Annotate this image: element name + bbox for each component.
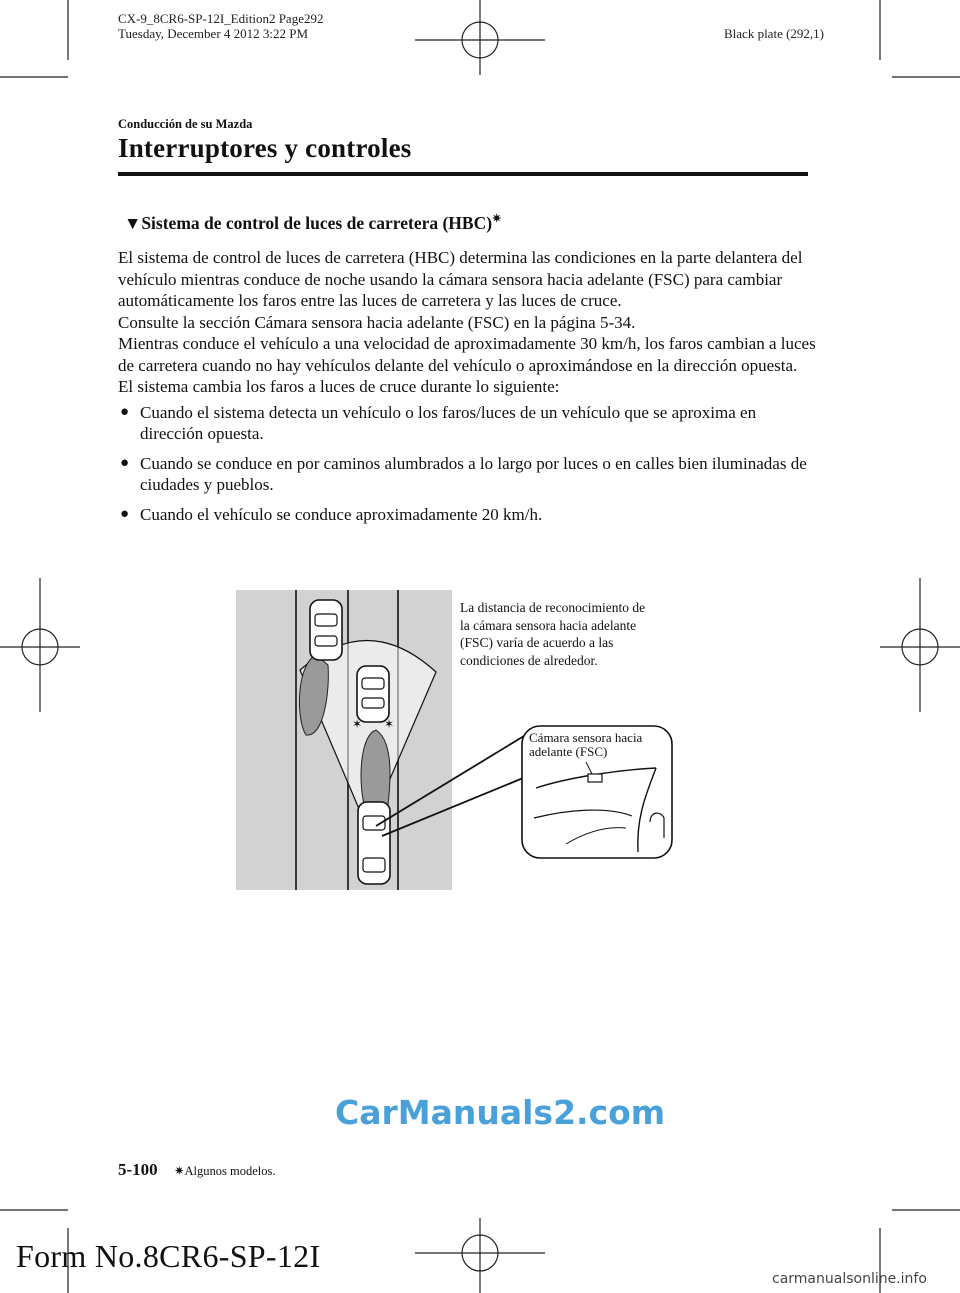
bullet-list — [118, 402, 818, 526]
paragraph: Mientras conduce el vehículo a una velocidad de aproximadamente 30 km/h, los faros cambian a luces de carretera cuando no hay vehículos delante del vehículo o aproximándose en la dirección opuesta. — [118, 334, 816, 375]
watermark-carmanuals2: CarManuals2.com — [335, 1093, 666, 1132]
list-item-text: Cuando el vehículo se conduce aproximadamente 20 km/h. — [140, 504, 543, 524]
paragraph: Consulte la sección Cámara sensora hacia adelante (FSC) en la página 5-34. — [118, 312, 636, 332]
star-icon: ✷ — [492, 213, 502, 225]
footnote — [174, 1163, 275, 1179]
body-text — [118, 247, 818, 533]
paragraph: El sistema de control de luces de carretera (HBC) determina las condiciones en la parte delantera del vehículo mientras conduce de noche usando la cámara sensora hacia adelante (FSC) para cambiar automáticamente los faros entre las luces de carretera y las luces de cruce. — [118, 248, 803, 310]
section-heading — [124, 212, 501, 234]
chapter-rule — [118, 172, 808, 176]
svg-text:✶: ✶ — [384, 717, 395, 731]
heading-marker-icon: ▼ — [124, 212, 142, 233]
camera-icon — [588, 774, 602, 782]
oncoming-car-icon — [310, 600, 342, 660]
file-info-line-2: Tuesday, December 4 2012 3:22 PM — [118, 26, 309, 41]
bullet-icon: ● — [120, 505, 130, 522]
preceding-car-icon — [352, 666, 394, 731]
callout-line: (FSC) varía de acuerdo a las — [460, 635, 614, 650]
section-label: Conducción de su Mazda — [118, 117, 253, 131]
paragraph: El sistema cambia los faros a luces de cruce durante lo siguiente: — [118, 377, 560, 396]
chapter-title: Interruptores y controles — [118, 133, 412, 163]
plate-label: Black plate (292,1) — [724, 26, 824, 41]
file-info-line-1: CX-9_8CR6-SP-12I_Edition2 Page292 — [118, 11, 324, 26]
footnote-text: Algunos modelos. — [184, 1164, 276, 1178]
bullet-icon: ● — [120, 403, 130, 420]
camera-label-line: adelante (FSC) — [529, 744, 608, 759]
page-number: 5-100 — [118, 1160, 158, 1179]
list-item — [118, 504, 818, 526]
own-car-icon — [358, 802, 390, 884]
list-item-text: Cuando se conduce en por caminos alumbrados a lo largo por luces o en calles bien iluminadas de ciudades y pueblos. — [140, 453, 807, 494]
callout-line: la cámara sensora hacia adelante — [460, 617, 637, 633]
watermark-carmanualsonline: carmanualsonline.info — [772, 1271, 927, 1287]
callout-line: La distancia de reconocimiento de — [460, 600, 646, 615]
list-item-text: Cuando el sistema detecta un vehículo o los faros/luces de un vehículo que se aproxima en dirección opuesta. — [140, 402, 757, 443]
callout-line: condiciones de alrededor. — [460, 652, 598, 668]
camera-label-line: Cámara sensora hacia — [529, 730, 643, 745]
form-number: Form No.8CR6-SP-12I — [16, 1238, 321, 1274]
bullet-icon: ● — [120, 454, 130, 471]
list-item — [118, 453, 818, 496]
star-icon: ✷ — [174, 1164, 185, 1178]
svg-text:✶: ✶ — [352, 717, 363, 731]
camera-label — [529, 731, 642, 759]
heading-text: Sistema de control de luces de carretera (HBC) — [141, 212, 493, 233]
list-item — [118, 402, 818, 445]
range-callout — [460, 599, 645, 669]
